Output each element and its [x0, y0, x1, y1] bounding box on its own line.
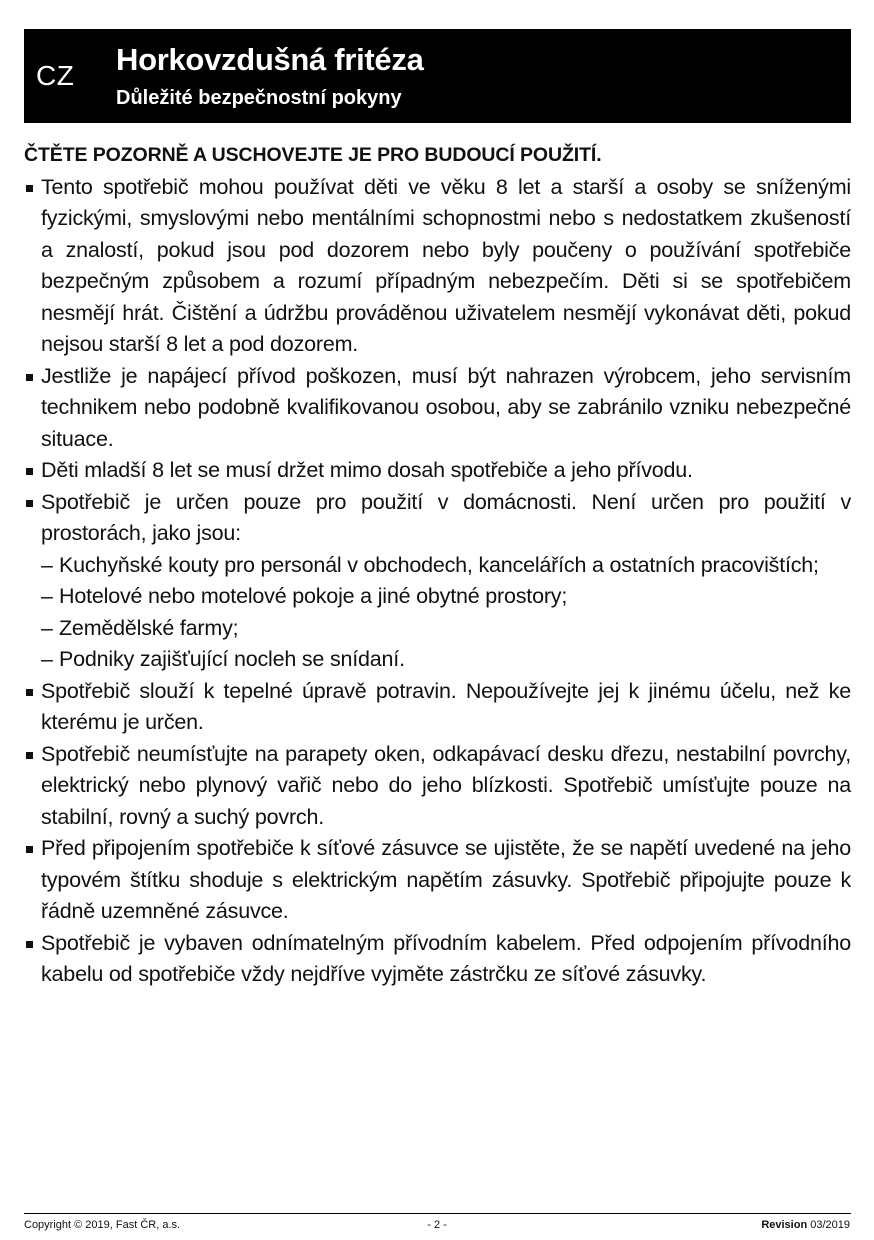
footer-copyright: Copyright © 2019, Fast ČR, a.s. [24, 1219, 181, 1231]
dash-marker: – [41, 584, 53, 608]
list-item-text: Spotřebič je určen pouze pro použití v domácnosti. Není určen pro použití v prostorách, jako jsou: [41, 489, 851, 545]
bullet-icon [26, 185, 33, 192]
sub-list [24, 550, 851, 676]
intro-heading: ČTĚTE POZORNĚ A USCHOVEJTE JE PRO BUDOUCÍ POUŽITÍ. [24, 144, 602, 166]
list-item-text: Spotřebič slouží k tepelné úpravě potravin. Nepoužívejte jej k jinému účelu, než ke kterému je určen. [41, 678, 851, 734]
footer-revision [761, 1218, 850, 1232]
safety-instructions [24, 140, 851, 991]
list-item [24, 928, 851, 991]
list-item-text: Spotřebič je vybaven odnímatelným přívodním kabelem. Před odpojením přívodního kabelu od spotřebiče vždy nejdříve vyjměte zástrčku ze síťové zásuvky. [41, 930, 851, 986]
document-title: Horkovzdušná fritéza [116, 42, 424, 77]
sub-item-text: Kuchyňské kouty pro personál v obchodech, kancelářích a ostatních pracovištích; [59, 552, 819, 577]
sub-item-text: Podniky zajišťující nocleh se snídaní. [59, 647, 405, 671]
sub-list-item [24, 581, 851, 613]
dash-marker: – [41, 615, 53, 640]
bullet-icon [26, 752, 33, 759]
bullet-icon [26, 468, 33, 475]
instructions-list [24, 172, 851, 991]
list-item [24, 833, 851, 928]
page-header [24, 29, 851, 123]
bullet-icon [26, 374, 33, 381]
list-item [24, 455, 851, 487]
sub-item-text: Zemědělské farmy; [59, 615, 239, 640]
list-item-text: Před připojením spotřebiče k síťové zásuvce se ujistěte, že se napětí uvedené na jeho typovém štítku shoduje s elektrickým napětím zásuvky. Spotřebič připojujte pouze k řádně uzemněné zásuvce. [41, 836, 851, 923]
revision-value: 03/2019 [810, 1219, 850, 1231]
footer-divider [24, 1213, 851, 1214]
bullet-icon [26, 846, 33, 853]
sub-list-item [24, 613, 851, 645]
sub-list-item [24, 550, 851, 582]
list-item [24, 361, 851, 456]
dash-marker: – [41, 647, 53, 671]
list-item [24, 172, 851, 361]
bullet-icon [26, 500, 33, 507]
dash-marker: – [41, 552, 53, 577]
list-item-text: Tento spotřebič mohou používat děti ve věku 8 let a starší a osoby se sníženými fyzickými, smyslovými nebo mentálními schopnostmi nebo s nedostatkem zkušeností a znalostí, pokud jsou pod dozorem nebo byly poučeny o používání spotřebiče bezpečným způsobem a rozumí případným nebezpečím. Děti si se spotřebičem nesmějí hrát. Čištění a údržbu prováděnou uživatelem nesmějí vykonávat děti, pokud nejsou starší 8 let a pod dozorem. [41, 174, 851, 356]
list-item-text: Děti mladší 8 let se musí držet mimo dosah spotřebiče a jeho přívodu. [41, 458, 693, 482]
document-subtitle: Důležité bezpečnostní pokyny [116, 87, 402, 109]
list-item [24, 676, 851, 739]
revision-label: Revision [761, 1219, 808, 1231]
bullet-icon [26, 689, 33, 696]
bullet-icon [26, 941, 33, 948]
language-code: CZ [36, 60, 75, 91]
list-item [24, 487, 851, 676]
footer-page-number: - 2 - [427, 1219, 447, 1231]
list-item-text: Jestliže je napájecí přívod poškozen, musí být nahrazen výrobcem, jeho servisním technikem nebo podobně kvalifikovanou osobou, aby se zabránilo vzniku nebezpečné situace. [41, 363, 851, 451]
list-item [24, 739, 851, 834]
sub-list-item [24, 644, 851, 676]
sub-item-text: Hotelové nebo motelové pokoje a jiné obytné prostory; [59, 584, 568, 608]
list-item-text: Spotřebič neumísťujte na parapety oken, odkapávací desku dřezu, nestabilní povrchy, elektrický nebo plynový vařič nebo do jeho blízkosti. Spotřebič umísťujte pouze na stabilní, rovný a suchý povrch. [41, 741, 851, 829]
